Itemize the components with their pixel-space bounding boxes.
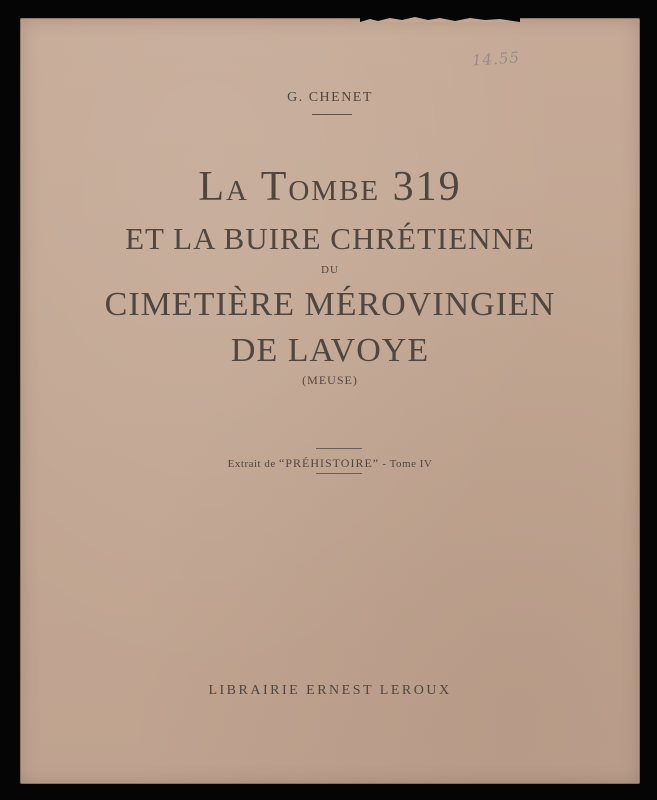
title-line-1: La Tombe 319 <box>198 164 462 210</box>
title-line-du: DU <box>321 264 339 276</box>
torn-edge-shape <box>360 10 520 22</box>
torn-edge <box>360 10 520 22</box>
title-line-2: ET LA BUIRE CHRÉTIENNE <box>125 221 535 256</box>
publisher-name: LIBRAIRIE ERNEST LEROUX <box>208 683 452 698</box>
extract-source: “PRÉHISTOIRE” <box>279 456 380 470</box>
title-line-3: CIMETIÈRE MÉROVINGIEN <box>104 286 556 323</box>
extract-rule-bottom <box>316 473 362 474</box>
cover-edge <box>20 18 640 784</box>
extract-prefix: Extrait de <box>227 458 276 470</box>
pencil-annotation: 14.55 <box>471 48 521 70</box>
author-name: G. CHENET <box>287 90 373 105</box>
region-subtitle: (MEUSE) <box>302 373 358 387</box>
extract-rule-top <box>316 448 362 449</box>
author-rule <box>312 114 352 115</box>
book-cover <box>20 18 640 784</box>
title-line-4: DE LAVOYE <box>230 332 430 369</box>
extract-line <box>20 456 640 471</box>
extract-suffix: - Tome IV <box>382 458 433 470</box>
